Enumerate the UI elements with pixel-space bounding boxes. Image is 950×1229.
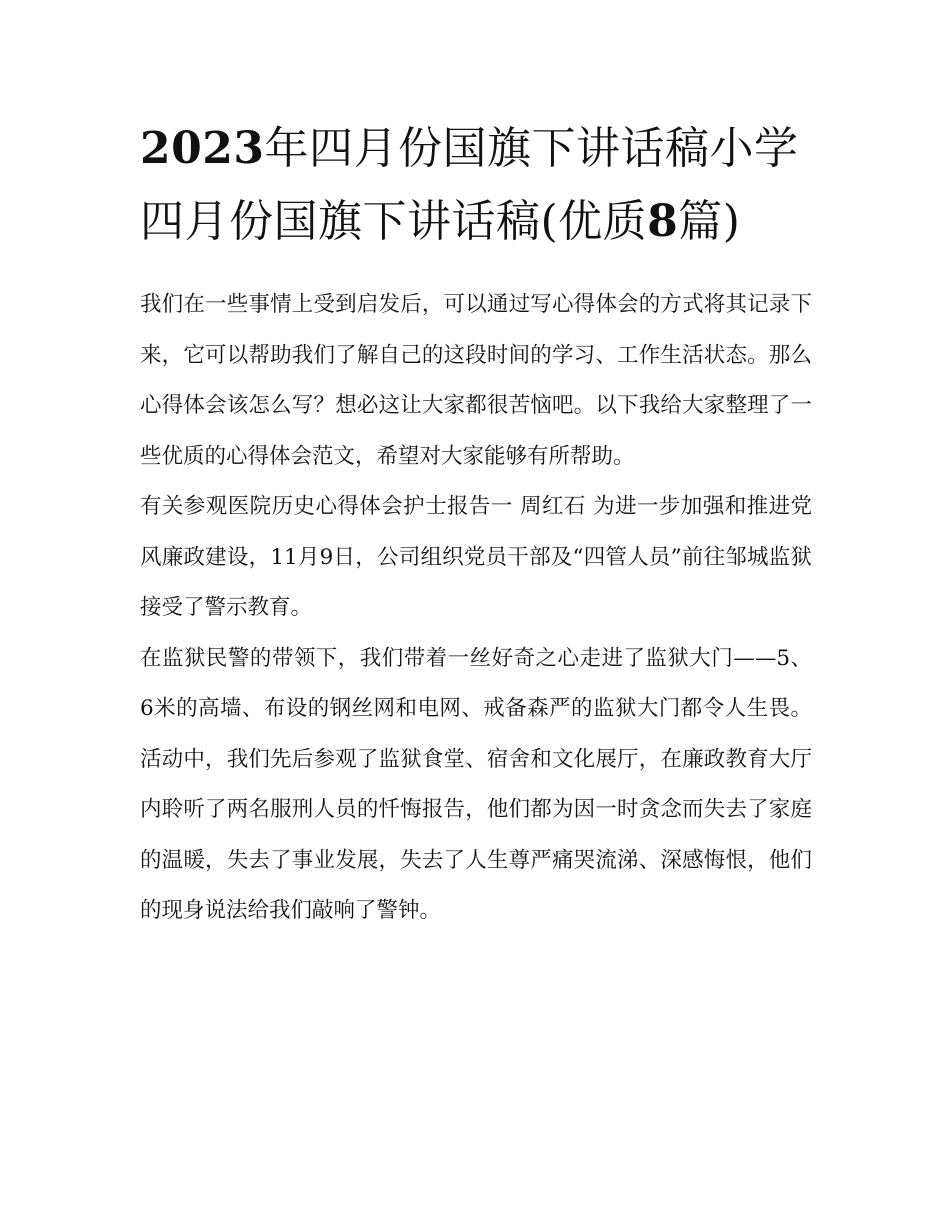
- document-title: [140, 112, 812, 258]
- document-page: [140, 112, 812, 937]
- title-count: 8: [647, 196, 679, 247]
- title-text-1: 年四月份国旗下讲话稿小学 四月份国旗下讲话稿(优质: [140, 123, 799, 247]
- title-year: 2023: [140, 123, 265, 174]
- intro-paragraph: 我们在一些事情上受到启发后，可以通过写心得体会的方式将其记录下来，它可以帮助我们了解自己的这段时间的学习、工作生活状态。那么心得体会该怎么写？想必这让大家都很苦恼吧。以下我给大家整理了一些优质的心得体会范文，希望对大家能够有所帮助。: [140, 292, 812, 469]
- report-paragraph: 有关参观医院历史心得体会护士报告一 周红石 为进一步加强和推进党风廉政建设，11月9日，公司组织党员干部及“四管人员”前往邹城监狱接受了警示教育。: [140, 494, 812, 620]
- title-text-2: 篇): [678, 196, 741, 247]
- prison-visit-paragraph: 在监狱民警的带领下，我们带着一丝好奇之心走进了监狱大门——5、6米的高墙、布设的钢丝网和电网、戒备森严的监狱大门都令人生畏。活动中，我们先后参观了监狱食堂、宿舍和文化展厅，在廉政教育大厅内聆听了两名服刑人员的忏悔报告，他们都为因一时贪念而失去了家庭的温暖，失去了事业发展，失去了人生尊严痛哭流涕、深感悔恨，他们的现身说法给我们敲响了警钟。: [140, 645, 812, 923]
